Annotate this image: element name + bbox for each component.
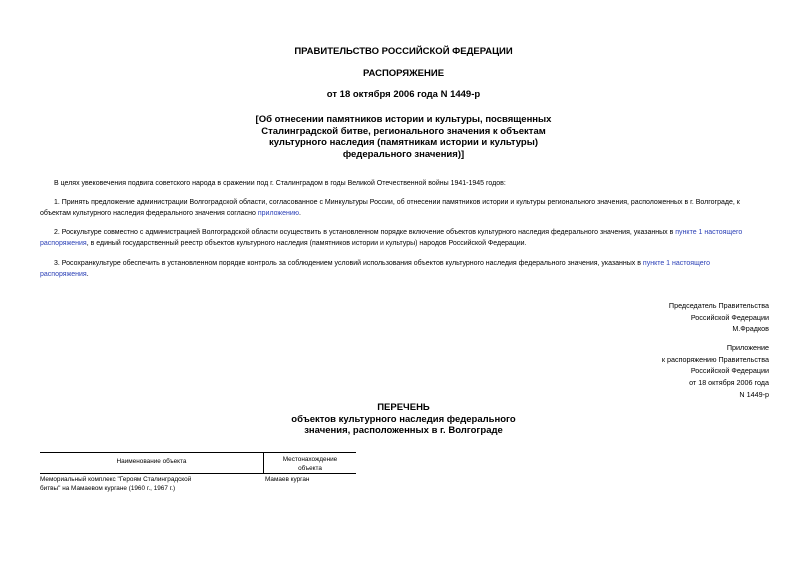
order-link[interactable]: распоряжения xyxy=(40,239,87,247)
list-subtitle-2: значения, расположенных в г. Волгограде xyxy=(304,425,503,436)
p2-line1 xyxy=(40,228,768,239)
appendix-label: Приложение xyxy=(726,343,769,352)
signature-title: Председатель Правительства xyxy=(668,301,769,310)
table-row-location: Мамаев курган xyxy=(265,476,310,483)
list-title: ПЕРЕЧЕНЬ xyxy=(377,402,430,413)
signature-name: М.Фрадков xyxy=(732,324,769,334)
paragraph-3 xyxy=(40,259,768,280)
p2-text: 2. Роскультуре совместно с администрацией Волгоградской области осуществить в установленном порядке включение объектов культурного наследия федерального значения, указанных в xyxy=(54,229,676,236)
appendix-link[interactable]: приложению xyxy=(257,209,300,217)
title-line: культурного наследия (памятникам истории и культуры) xyxy=(269,137,538,148)
p3-line1 xyxy=(40,259,768,270)
p3-text: 3. Росохранкультуре обеспечить в установленном порядке контроль за соблюдением условий использования объектов культурного наследия федерального значения, указанных в xyxy=(54,260,643,267)
appendix-date: от 18 октября 2006 года xyxy=(689,378,769,388)
header-doc-type: РАСПОРЯЖЕНИЕ xyxy=(362,68,445,79)
p2-line2 xyxy=(40,239,768,250)
table-row-name xyxy=(40,476,260,493)
title-line: Сталинградской битве, регионального значения к объектам xyxy=(261,125,546,137)
appendix-number: N 1449-р xyxy=(739,389,769,399)
row-name-line1: Мемориальный комплекс "Героям Сталинградской xyxy=(40,476,192,483)
header-date-number: от 18 октября 2006 года N 1449-р xyxy=(326,89,481,100)
table-header-location xyxy=(264,456,356,473)
header-location-line1: Местонахождение xyxy=(282,456,338,463)
list-subtitle-1: объектов культурного наследия федерального xyxy=(291,413,516,425)
p1-text: объектам культурного наследия федерального значения согласно xyxy=(40,209,258,217)
document-title xyxy=(0,114,807,160)
list-heading xyxy=(0,402,807,437)
table-header-rule xyxy=(40,473,356,474)
p1-line2 xyxy=(40,209,768,220)
header-org: ПРАВИТЕЛЬСТВО РОССИЙСКОЙ ФЕДЕРАЦИИ xyxy=(294,46,513,57)
table-header-name: Наименование объекта xyxy=(116,458,187,465)
order-link[interactable]: распоряжения xyxy=(40,270,87,278)
p3-line2 xyxy=(40,270,768,281)
point-1-link[interactable]: пункте 1 настоящего xyxy=(675,229,743,236)
signature-block xyxy=(569,300,769,335)
p1-line1: 1. Принять предложение администрации Волгоградской области, согласованное с Минкультуры России, об отнесении памятников истории и культуры регионального значения, расположенных в г. Волгограде, к xyxy=(54,199,740,206)
point-1-link[interactable]: пункте 1 настоящего xyxy=(642,260,710,267)
appendix-ref: к распоряжению Правительства xyxy=(661,354,769,364)
header-location-line2: объекта xyxy=(298,464,322,472)
preamble: В целях увековечения подвига советского народа в сражении под г. Сталинградом в годы Великой Отечественной войны 1941-1945 годов: xyxy=(54,180,506,187)
appendix-country: Российской Федерации xyxy=(690,366,769,376)
p2-text-end: , в единый государственный реестр объектов культурного наследия (памятников истории и культуры) народов Российской Федерации. xyxy=(86,239,527,247)
p3-end: . xyxy=(86,270,89,278)
title-line: [Об отнесении памятников истории и культуры, посвященных xyxy=(255,114,552,125)
signature-country: Российской Федерации xyxy=(690,312,769,322)
title-line: федерального значения)] xyxy=(342,148,465,160)
table-top-rule xyxy=(40,452,356,453)
paragraph-2 xyxy=(40,228,768,249)
appendix-block xyxy=(569,342,769,401)
paragraph-1 xyxy=(40,198,768,219)
row-name-line2: битвы" на Мамаевом кургане (1960 г., 1967 г.) xyxy=(40,484,176,492)
p1-end: . xyxy=(299,209,301,217)
objects-table xyxy=(40,452,356,498)
